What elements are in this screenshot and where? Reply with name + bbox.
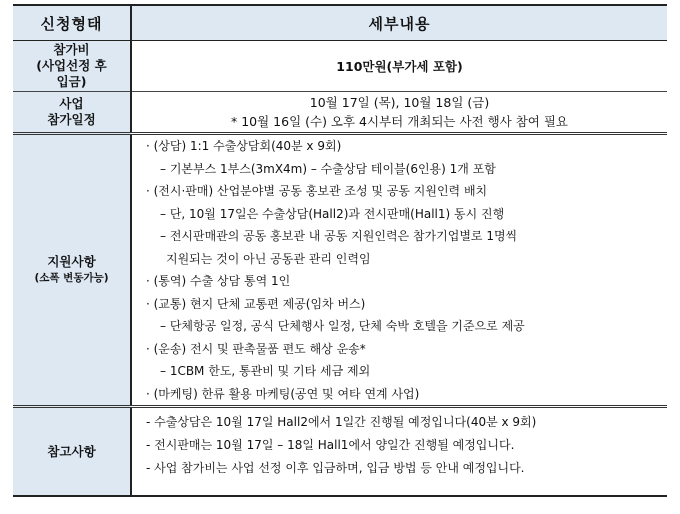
fee-value: 110만원(부가세 포함) [131, 41, 667, 92]
schedule-label [13, 92, 131, 134]
support-label-sub: (소폭 변동가능) [34, 272, 109, 284]
support-subitem: – 단, 10월 17일은 수출상담(Hall2)과 전시판매(Hall1) 동시 진행 [160, 206, 505, 221]
header-row [13, 5, 667, 41]
schedule-label-line: 사업 [59, 96, 84, 111]
support-item: · (교통) 현지 단체 교통편 제공(임차 버스) [146, 296, 366, 311]
support-subitem: – 1CBM 한도, 통관비 및 기타 세금 제외 [160, 364, 371, 378]
schedule-note: * 10월 16일 (수) 오후 4시부터 개최되는 사전 행사 참여 필요 [230, 114, 568, 129]
application-info-table [13, 4, 667, 497]
fee-label-line: 참가비 [53, 42, 90, 57]
info-table-container [13, 4, 667, 497]
schedule-label-line: 참가일정 [47, 112, 96, 127]
reference-label: 참고사항 [13, 407, 131, 497]
header-details: 세부내용 [131, 5, 667, 41]
reference-row [13, 407, 667, 497]
support-subitem-cont: 지원되는 것이 아닌 공동관 관리 인력임 [166, 251, 371, 266]
support-item: · (상담) 1:1 수출상담회(40분 x 9회) [146, 139, 342, 153]
support-label [13, 134, 131, 407]
support-item: · (전시·판매) 산업분야별 공동 홍보관 조성 및 공동 지원인력 배치 [146, 184, 488, 198]
fee-row [13, 41, 667, 92]
support-subitem: – 기본부스 1부스(3mX4m) – 수출상담 테이블(6인용) 1개 포함 [160, 161, 496, 176]
schedule-dates: 10월 17일 (목), 10월 18일 (금) [309, 95, 490, 110]
header-application-type: 신청형태 [13, 5, 131, 41]
support-list [131, 134, 667, 407]
support-subitem: – 단체항공 일정, 공식 단체행사 일정, 단체 숙박 호텔을 기준으로 제공 [160, 319, 525, 333]
support-row [13, 134, 667, 407]
reference-item: - 사업 참가비는 사업 선정 이후 입금하며, 입금 방법 등 안내 예정입니다. [146, 461, 525, 475]
schedule-value [131, 92, 667, 134]
reference-list [131, 407, 667, 497]
fee-label-line: 입금) [56, 74, 87, 89]
support-item: · (통역) 수출 상담 통역 1인 [146, 274, 291, 288]
schedule-row [13, 92, 667, 134]
support-item: · (운송) 전시 및 판촉물품 편도 해상 운송* [146, 341, 366, 356]
reference-item: - 수출상담은 10월 17일 Hall2에서 1일간 진행될 예정입니다(40분 x 9회) [146, 415, 537, 429]
fee-label [13, 41, 131, 92]
support-label-title: 지원사항 [47, 254, 96, 269]
reference-item: - 전시판매는 10월 17일 – 18일 Hall1에서 양일간 진행될 예정입니다. [146, 438, 515, 452]
support-subitem: – 전시판매관의 공동 홍보관 내 공동 지원인력은 참가기업별로 1명씩 [160, 229, 518, 243]
support-item: · (마케팅) 한류 활용 마케팅(공연 및 여타 연계 사업) [146, 386, 420, 401]
fee-label-line: (사업선정 후 [36, 58, 107, 73]
